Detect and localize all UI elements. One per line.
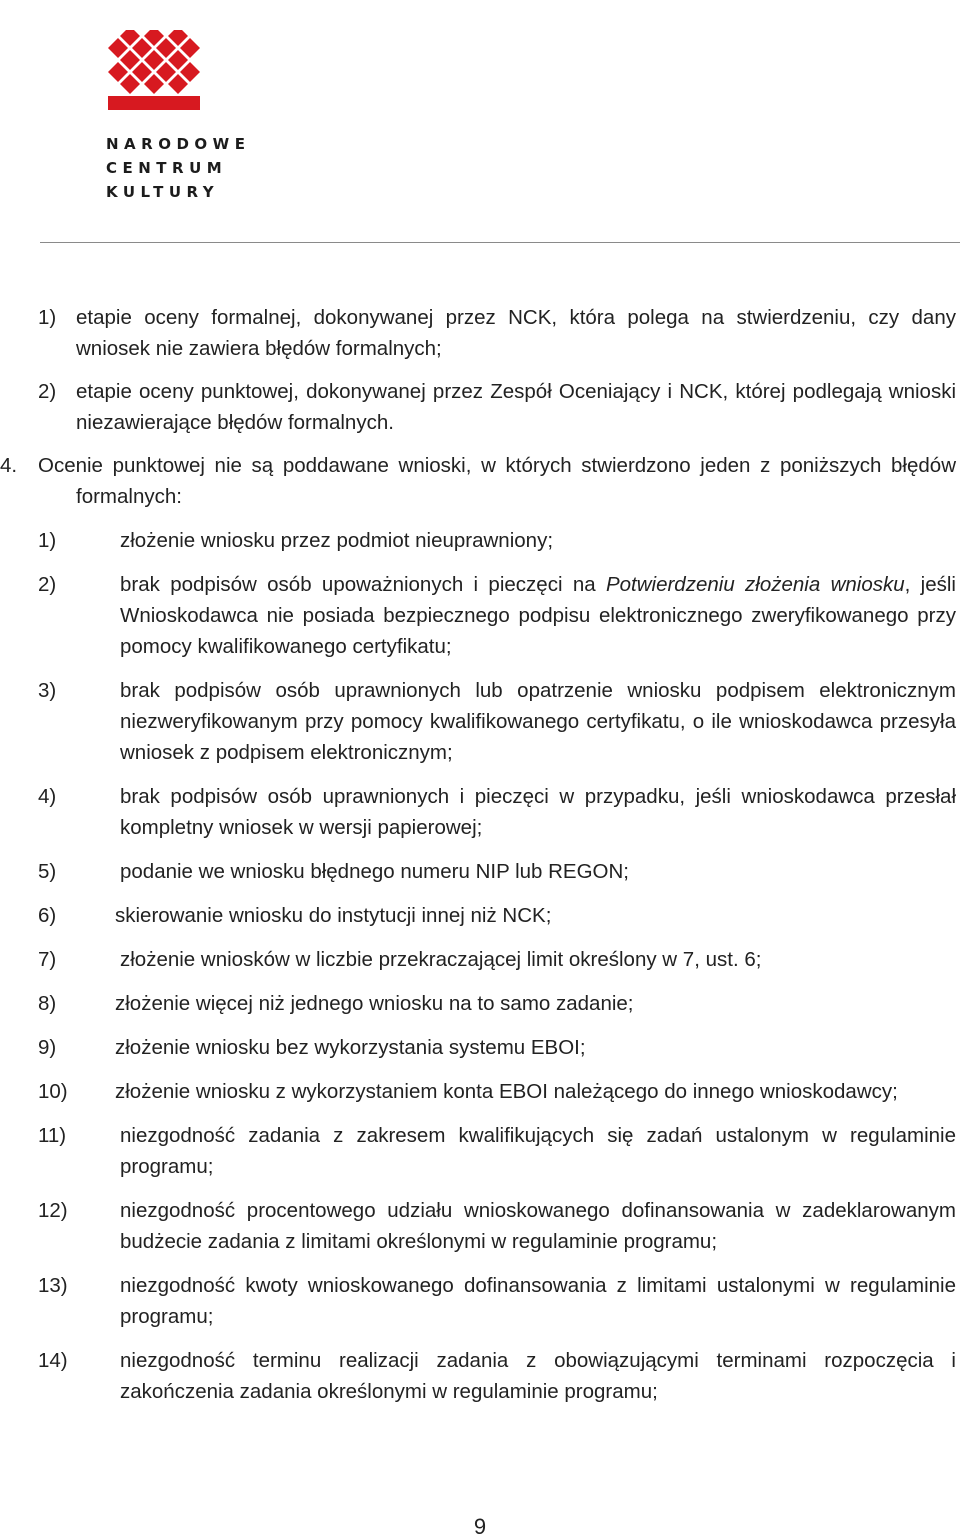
item-text: niezgodność procentowego udziału wnioskowanego dofinansowania w zadeklarowanym budżecie zadania z limitami określonymi w regulaminie programu;: [120, 1199, 956, 1253]
item-text: złożenie wniosku z wykorzystaniem konta EBOI należącego do innego wnioskodawcy;: [115, 1080, 898, 1103]
item-text: etapie oceny formalnej, dokonywanej przez NCK, która polega na stwierdzeniu, czy dany wniosek nie zawiera błędów formalnych;: [76, 306, 956, 360]
item-number: 7): [38, 948, 57, 971]
item-number: 2): [38, 380, 57, 403]
item-number: 8): [38, 992, 57, 1015]
crown-logo-icon: [106, 30, 202, 112]
item-text-after: , jeśli Wnioskodawca nie posiada bezpiecznego podpisu elektronicznego zweryfikowanego przy pomocy kwalifikowanego certyfikatu;: [120, 573, 956, 658]
list-item: [38, 1120, 956, 1182]
list-item: [38, 988, 956, 1019]
item-number: 6): [38, 904, 57, 927]
logo-base-band: [108, 96, 200, 110]
item-number: 9): [38, 1036, 57, 1059]
item-number: 5): [38, 860, 57, 883]
list-item: [38, 856, 956, 887]
item-text: etapie oceny punktowej, dokonywanej przez Zespół Oceniający i NCK, której podlegają wnioski niezawierające błędów formalnych.: [76, 380, 956, 434]
item-number: 11): [38, 1124, 67, 1147]
item-text: brak podpisów osób uprawnionych i pieczęci w przypadku, jeśli wnioskodawca przesłał kompletny wniosek w wersji papierowej;: [120, 785, 956, 839]
item-text: złożenie więcej niż jednego wniosku na to samo zadanie;: [115, 992, 634, 1015]
list-item: [38, 944, 956, 975]
item-number: 2): [38, 573, 57, 596]
item-number: 10): [38, 1080, 68, 1103]
item-text: złożenie wniosku przez podmiot nieuprawniony;: [120, 529, 554, 552]
nck-logo: [106, 30, 251, 204]
list-item: [38, 781, 956, 843]
item-text: skierowanie wniosku do instytucji innej niż NCK;: [115, 904, 552, 927]
item-text: niezgodność terminu realizacji zadania z obowiązującymi terminami rozpoczęcia i zakończenia zadania określonymi w regulaminie programu;: [120, 1349, 956, 1403]
page-number: 9: [473, 1514, 487, 1539]
item-number: 14): [38, 1349, 68, 1372]
item-number: 1): [38, 529, 57, 552]
logo-line-1: NARODOWE: [106, 135, 251, 153]
item-number: 13): [38, 1274, 68, 1297]
item-text-before: brak podpisów osób upoważnionych i pieczęci na: [120, 573, 606, 596]
document-body: [0, 302, 956, 1407]
list-item: [38, 1270, 956, 1332]
item-number: 4): [38, 785, 57, 808]
logo-wordmark: [106, 132, 251, 204]
paragraph-text: Ocenie punktowej nie są poddawane wnioski, w których stwierdzono jeden z poniższych błędów formalnych:: [38, 454, 956, 508]
list-item: [38, 1195, 956, 1257]
formal-errors-list: [38, 525, 956, 1407]
list-item: [38, 675, 956, 768]
list-item: [38, 302, 956, 364]
item-text: podanie we wniosku błędnego numeru NIP lub REGON;: [120, 860, 629, 883]
list-item: [38, 525, 956, 556]
paragraph-4: [0, 450, 956, 512]
list-item: [38, 1032, 956, 1063]
item-number: 1): [38, 306, 57, 329]
item-text: brak podpisów osób uprawnionych lub opatrzenie wniosku podpisem elektronicznym niezweryfikowanym przy pomocy kwalifikowanego certyfikatu, o ile wnioskodawca przesyła wniosek z podpisem elektronicznym;: [120, 679, 956, 764]
item-text: niezgodność zadania z zakresem kwalifikujących się zadań ustalonym w regulaminie programu;: [120, 1124, 956, 1178]
item-number: 3): [38, 679, 57, 702]
logo-line-2: CENTRUM: [106, 159, 228, 177]
intro-list: [38, 302, 956, 438]
list-item: [38, 1345, 956, 1407]
list-item: [38, 1076, 956, 1107]
item-number: 12): [38, 1199, 68, 1222]
list-item: [38, 376, 956, 438]
header-divider: [40, 242, 960, 243]
item-text: złożenie wniosku bez wykorzystania systemu EBOI;: [115, 1036, 586, 1059]
item-text-italic: Potwierdzeniu złożenia wniosku: [605, 573, 905, 596]
logo-line-3: KULTURY: [106, 183, 220, 201]
paragraph-number: 4.: [0, 454, 18, 477]
list-item: [38, 900, 956, 931]
item-text: niezgodność kwoty wnioskowanego dofinansowania z limitami ustalonymi w regulaminie programu;: [120, 1274, 956, 1328]
item-text: złożenie wniosków w liczbie przekraczającej limit określony w 7, ust. 6;: [120, 948, 762, 971]
list-item: [38, 569, 956, 662]
